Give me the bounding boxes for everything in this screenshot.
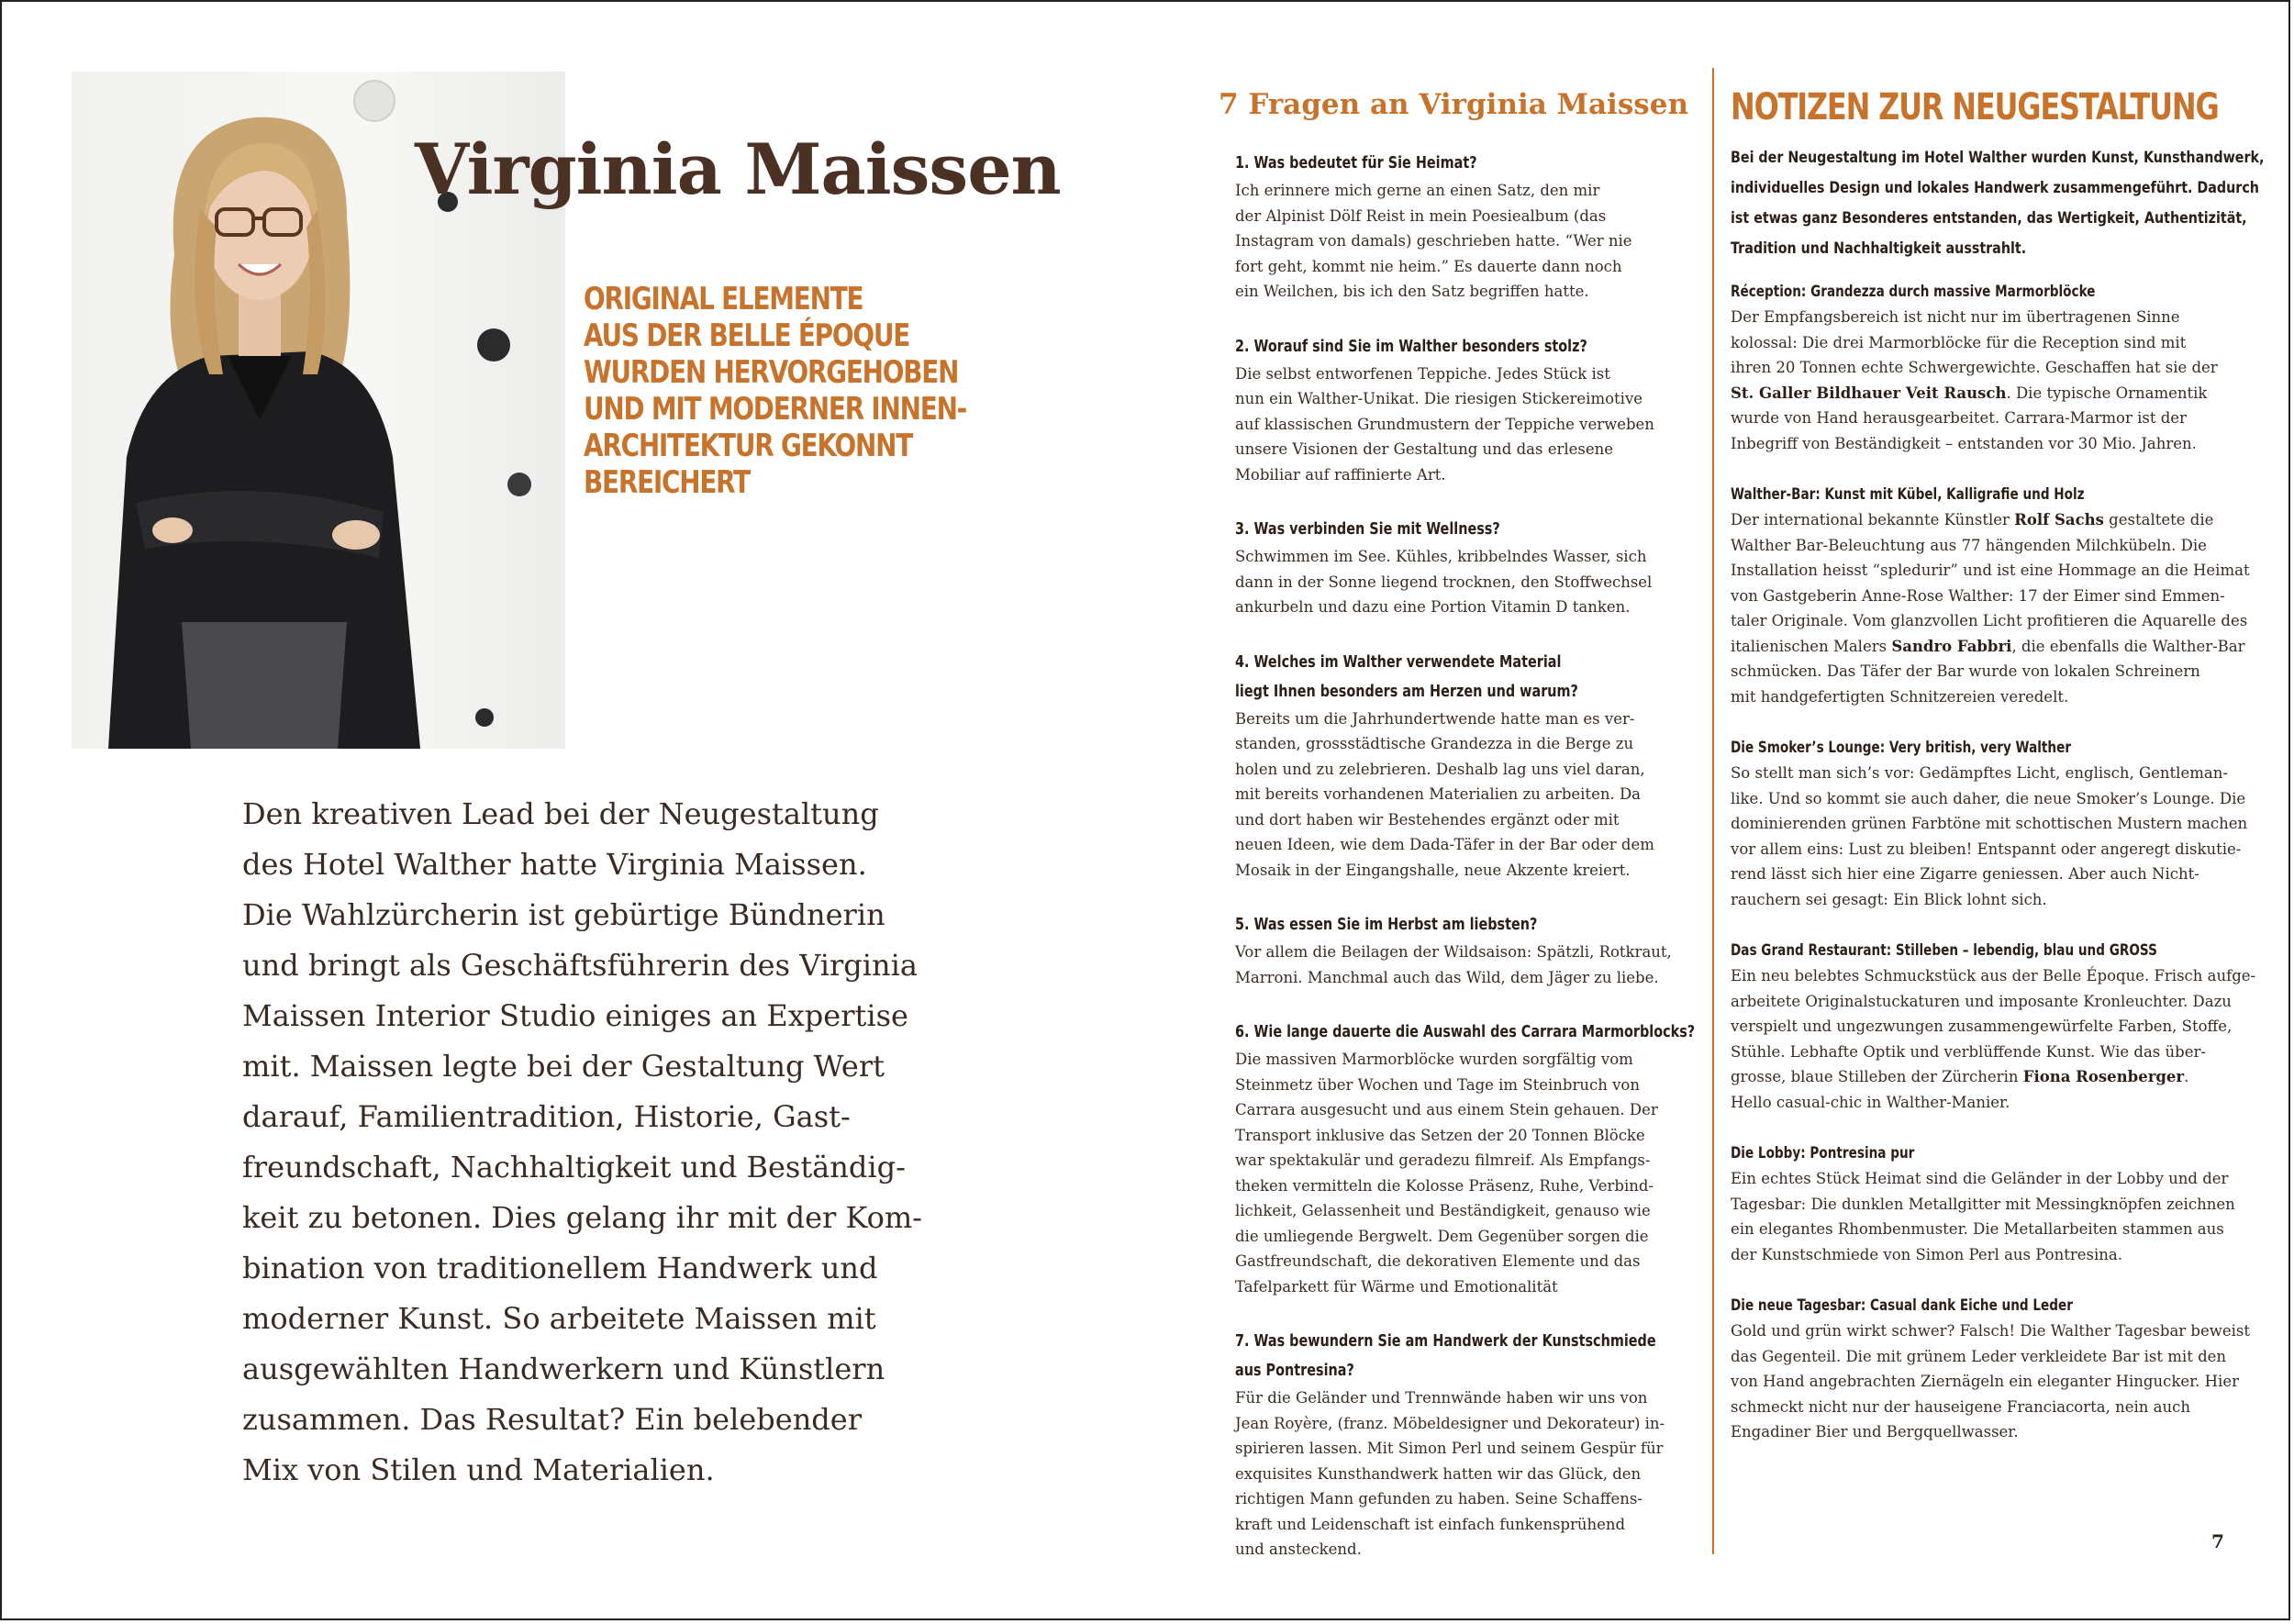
- lead-line: Den kreativen Lead bei der Neugestaltung: [242, 796, 879, 831]
- answer-line: lichkeit, Gelassenheit und Beständigkeit, genauso wie: [1235, 1202, 1651, 1219]
- note-line: taler Originale. Vom glanzvollen Licht profitieren die Aquarelle des: [1731, 612, 2248, 629]
- note-line: von Gastgeberin Anne-Rose Walther: 17 der Eimer sind Emmen-: [1731, 586, 2225, 605]
- note-line: ein elegantes Rhombenmuster. Die Metallarbeiten stammen aus: [1731, 1220, 2224, 1238]
- answer-line: neuen Ideen, wie dem Dada-Täfer in der Bar oder dem: [1235, 836, 1654, 853]
- answer-line: Bereits um die Jahrhundertwende hatte man es ver-: [1235, 709, 1635, 728]
- answer: [1235, 544, 1653, 620]
- answer: [1235, 940, 1672, 990]
- answer: [1235, 1047, 1658, 1299]
- note-line: verspielt und ungezwungen zusammengewürfelte Farben, Stoffe,: [1731, 1018, 2233, 1035]
- answer-line: Marroni. Manchmal auch das Wild, dem Jäger zu liebe.: [1235, 968, 1659, 986]
- qa-column: [1219, 88, 1696, 1590]
- note-line: Hello casual-chic in Walther-Manier.: [1731, 1093, 2010, 1111]
- answer-line: die umliegende Bergwelt. Dem Gegenüber sorgen die: [1235, 1227, 1649, 1245]
- answer-line: Jean Royère, (franz. Möbeldesigner und Dekorateur) in-: [1235, 1414, 1665, 1432]
- intro-line: individuelles Design und lokales Handwerk zusammengeführt. Dadurch: [1731, 179, 2259, 197]
- notes-heading: NOTIZEN ZUR NEUGESTALTUNG: [1731, 86, 2219, 128]
- pullquote-line: BEREICHERT: [584, 464, 750, 501]
- question-line: 7. Was bewundern Sie am Handwerk der Kunstschmiede: [1235, 1331, 1656, 1351]
- note-heading: Réception: Grandezza durch massive Marmorblöcke: [1731, 283, 2096, 301]
- note-line: wurde von Hand herausgearbeitet. Carrara-Marmor ist der: [1731, 409, 2187, 427]
- answer-line: ein Weilchen, bis ich den Satz begriffen hatte.: [1235, 283, 1589, 300]
- answer-line: Für die Geländer und Trennwände haben wir uns von: [1235, 1389, 1648, 1407]
- note-line: Ein neu belebtes Schmuckstück aus der Belle Époque. Frisch aufge-: [1731, 967, 2256, 984]
- answer-line: der Alpinist Dölf Reist in mein Poesiealbum (das: [1235, 206, 1607, 225]
- answer-line: Instagram von damals) geschrieben hatte. “Wer nie: [1235, 232, 1632, 250]
- note-line: Tagesbar: Die dunklen Metallgitter mit Messingknöpfen zeichnen: [1731, 1195, 2235, 1213]
- question: [1235, 515, 1650, 544]
- question-line: 2. Worauf sind Sie im Walther besonders stolz?: [1235, 336, 1587, 356]
- question-line: 3. Was verbinden Sie mit Wellness?: [1235, 519, 1500, 539]
- pullquote-line: UND MIT MODERNER INNEN-: [584, 391, 967, 428]
- note-line: Engadiner Bier und Bergquellwasser.: [1731, 1423, 2019, 1440]
- artist-name: Sandro Fabbri: [1891, 637, 2012, 655]
- lead-line: mit. Maissen legte bei der Gestaltung Wert: [242, 1049, 885, 1084]
- intro-line: Tradition und Nachhaltigkeit ausstrahlt.: [1731, 239, 2027, 258]
- lead-line: und bringt als Geschäftsführerin des Virginia: [242, 948, 918, 983]
- answer-line: exquisites Kunsthandwerk hatten wir das Glück, den: [1235, 1464, 1642, 1483]
- note-line: dominierenden grünen Farbtöne mit schottischen Mustern machen: [1731, 815, 2248, 832]
- notes-column: [1731, 86, 2265, 1471]
- answer-line: Mobiliar auf raffinierte Art.: [1235, 465, 1446, 484]
- question: [1235, 648, 1650, 706]
- note-line: like. Und so kommt sie auch daher, die neue Smoker’s Lounge. Die: [1731, 789, 2246, 807]
- answer-line: Mosaik in der Eingangshalle, neue Akzente kreiert.: [1235, 861, 1631, 879]
- lead-line: bination von traditionellem Handwerk und: [242, 1251, 878, 1285]
- note-line: grosse, blaue Stilleben der Zürcherin Fiona Rosenberger.: [1731, 1068, 2189, 1085]
- note-heading: Die Lobby: Pontresina pur: [1731, 1144, 1915, 1162]
- question: [1235, 1327, 1656, 1385]
- answer-line: auf klassischen Grundmustern der Teppiche verweben: [1235, 415, 1654, 433]
- note-line: rend lässt sich hier eine Zigarre geniessen. Aber auch Nicht-: [1731, 865, 2199, 883]
- answer-line: unsere Visionen der Gestaltung und das erlesene: [1235, 440, 1614, 458]
- note-line: Inbegriff von Beständigkeit – entstanden vor 30 Mio. Jahren.: [1731, 434, 2197, 452]
- answer-line: Gastfreundschaft, die dekorativen Elemente und das: [1235, 1252, 1641, 1270]
- answer: [1235, 1385, 1665, 1563]
- note-line: St. Galler Bildhauer Veit Rausch. Die typische Ornamentik: [1731, 384, 2208, 402]
- note-line: ihren 20 Tonnen echte Schwergewichte. Geschaffen hat sie der: [1731, 359, 2218, 376]
- note-heading: Das Grand Restaurant: Stilleben – lebendig, blau und GROSS: [1731, 941, 2157, 960]
- pullquote-line: ORIGINAL ELEMENTE: [584, 281, 863, 317]
- intro-line: Bei der Neugestaltung im Hotel Walther wurden Kunst, Kunsthandwerk,: [1731, 149, 2265, 167]
- answer-line: mit bereits vorhandenen Materialien zu arbeiten. Da: [1235, 785, 1642, 803]
- note-line: Stühle. Lebhafte Optik und verblüffende Kunst. Wie das über-: [1731, 1042, 2206, 1061]
- note-line: Der Empfangsbereich ist nicht nur im übertragenen Sinne: [1731, 308, 2180, 326]
- artist-name: Rolf Sachs: [2014, 511, 2104, 528]
- page-number: 7: [2211, 1530, 2224, 1552]
- note-line: schmeckt nicht nur der hauseigene Franciacorta, nein auch: [1731, 1397, 2190, 1416]
- pullquote-line: ARCHITEKTUR GEKONNT: [584, 428, 913, 464]
- note-line: das Gegenteil. Die mit grünem Leder verkleidete Bar ist mit den: [1731, 1347, 2227, 1365]
- note-body: [1731, 1318, 2251, 1445]
- artist-name: Fiona Rosenberger: [2022, 1068, 2185, 1085]
- note-line: vor allem eins: Lust zu bleiben! Entspannt oder angeregt diskutie-: [1731, 840, 2242, 858]
- pullquote-line: WURDEN HERVORGEHOBEN: [584, 354, 959, 391]
- answer-line: war spektakulär und geradezu filmreif. Als Empfangs-: [1235, 1151, 1651, 1169]
- note-line: mit handgefertigten Schnitzereien veredelt.: [1731, 687, 2069, 706]
- lead-line: freundschaft, Nachhaltigkeit und Beständig-: [242, 1150, 906, 1185]
- qa-items: [1219, 149, 1696, 1563]
- note-line: italienischen Malers Sandro Fabbri, die ebenfalls die Walther-Bar: [1731, 637, 2245, 655]
- note-line: arbeitete Originalstuckaturen und imposante Kronleuchter. Dazu: [1731, 992, 2232, 1010]
- note-line: der Kunstschmiede von Simon Perl aus Pontresina.: [1731, 1245, 2122, 1263]
- answer-line: richtigen Mann gefunden zu haben. Seine Schaffens-: [1235, 1490, 1643, 1507]
- answer-line: Die massiven Marmorblöcke wurden sorgfältig vom: [1235, 1051, 1633, 1068]
- lead-line: zusammen. Das Resultat? Ein belebender: [242, 1402, 863, 1437]
- answer-line: standen, grossstädtische Grandezza in die Berge zu: [1235, 735, 1634, 752]
- answer-line: Schwimmen im See. Kühles, kribbelndes Wasser, sich: [1235, 548, 1647, 565]
- question-line: 1. Was bedeutet für Sie Heimat?: [1235, 153, 1477, 172]
- note-line: kolossal: Die drei Marmorblöcke für die Reception sind mit: [1731, 333, 2187, 351]
- notes-intro: [1731, 143, 2265, 264]
- answer-line: ankurbeln und dazu eine Portion Vitamin D tanken.: [1235, 598, 1631, 616]
- answer-line: theken vermitteln die Kolosse Präsenz, Ruhe, Verbind-: [1235, 1176, 1654, 1195]
- lead-line: Maissen Interior Studio einiges an Expertise: [242, 998, 908, 1033]
- question-line: aus Pontresina?: [1235, 1361, 1354, 1380]
- question: [1235, 1018, 1696, 1047]
- note-body: [1731, 963, 2256, 1115]
- note-body: [1731, 305, 2226, 456]
- qa-heading: 7 Fragen an Virginia Maissen: [1219, 88, 1688, 121]
- answer-line: kraft und Leidenschaft ist einfach funkensprühend: [1235, 1515, 1626, 1533]
- pullquote-line: AUS DER BELLE ÉPOQUE: [584, 317, 910, 354]
- answer: [1235, 706, 1654, 884]
- answer-line: dann in der Sonne liegend trocknen, den Stoffwechsel: [1235, 573, 1653, 591]
- lead-line: ausgewählten Handwerkern und Künstlern: [242, 1351, 885, 1386]
- note-body: [1731, 507, 2250, 709]
- question: [1235, 332, 1650, 362]
- note-line: Gold und grün wirkt schwer? Falsch! Die Walther Tagesbar beweist: [1731, 1322, 2251, 1340]
- lead-line: keit zu betonen. Dies gelang ihr mit der Kom-: [242, 1200, 922, 1235]
- note-heading: Die neue Tagesbar: Casual dank Eiche und Leder: [1731, 1296, 2073, 1315]
- answer: [1235, 362, 1654, 488]
- answer-line: Ich erinnere mich gerne an einen Satz, den mir: [1235, 182, 1600, 199]
- lead-paragraph: [242, 789, 940, 1496]
- note-body: [1731, 1166, 2235, 1267]
- note-body: [1731, 761, 2248, 912]
- answer-line: und dort haben wir Bestehendes ergänzt oder mit: [1235, 810, 1620, 829]
- note-line: So stellt man sich’s vor: Gedämpftes Licht, englisch, Gentleman-: [1731, 764, 2228, 782]
- question: [1235, 910, 1650, 940]
- note-line: Installation heisst “spledurir” und ist eine Hommage an die Heimat: [1731, 562, 2250, 579]
- note-line: rauchern sei gesagt: Ein Blick lohnt sich.: [1731, 890, 2047, 908]
- answer-line: nun ein Walther-Unikat. Die riesigen Stickereimotive: [1235, 390, 1643, 407]
- answer-line: Carrara ausgesucht und aus einem Stein gehauen. Der: [1235, 1101, 1658, 1118]
- lead-line: Die Wahlzürcherin ist gebürtige Bündnerin: [242, 897, 885, 932]
- question-line: 5. Was essen Sie im Herbst am liebsten?: [1235, 915, 1538, 934]
- answer-line: holen und zu zelebrieren. Deshalb lag uns viel daran,: [1235, 760, 1645, 778]
- answer: [1235, 178, 1650, 305]
- answer-line: Steinmetz über Wochen und Tage im Steinbruch von: [1235, 1075, 1640, 1094]
- lead-line: darauf, Familientradition, Historie, Gast-: [242, 1099, 851, 1134]
- question: [1235, 149, 1650, 178]
- note-line: Ein echtes Stück Heimat sind die Geländer in der Lobby und der: [1731, 1170, 2229, 1187]
- question-line: 4. Welches im Walther verwendete Material: [1235, 651, 1562, 672]
- note-line: Der international bekannte Künstler Rolf Sachs gestaltete die: [1731, 511, 2214, 528]
- note-heading: Walther-Bar: Kunst mit Kübel, Kalligrafie und Holz: [1731, 485, 2085, 504]
- artist-name: St. Galler Bildhauer Veit Rausch: [1731, 384, 2007, 402]
- note-line: Walther Bar-Beleuchtung aus 77 hängenden Milchkübeln. Die: [1731, 536, 2207, 554]
- note-line: von Hand angebrachten Ziernägeln ein eleganter Hingucker. Hier: [1731, 1373, 2239, 1390]
- page-title: Virginia Maissen: [415, 128, 1061, 210]
- answer-line: Die selbst entworfenen Teppiche. Jedes Stück ist: [1235, 364, 1610, 383]
- intro-line: ist etwas ganz Besonderes entstanden, das Wertigkeit, Authentizität,: [1731, 209, 2247, 228]
- answer-line: spirieren lassen. Mit Simon Perl und seinem Gespür für: [1235, 1440, 1664, 1457]
- answer-line: Vor allem die Beilagen der Wildsaison: Spätzli, Rotkraut,: [1235, 943, 1672, 961]
- lead-line: moderner Kunst. So arbeitete Maissen mit: [242, 1301, 876, 1336]
- pullquote: [584, 281, 967, 501]
- note-line: schmücken. Das Täfer der Bar wurde von lokalen Schreinern: [1731, 662, 2200, 680]
- lead-line: des Hotel Walther hatte Virginia Maissen.: [242, 847, 867, 882]
- column-divider: [1712, 68, 1714, 1554]
- answer-line: und ansteckend.: [1235, 1541, 1362, 1558]
- answer-line: fort geht, kommt nie heim.” Es dauerte dann noch: [1235, 257, 1622, 275]
- lead-line: Mix von Stilen und Materialien.: [242, 1452, 715, 1487]
- answer-line: Transport inklusive das Setzen der 20 Tonnen Blöcke: [1235, 1126, 1645, 1144]
- question-line: liegt Ihnen besonders am Herzen und warum?: [1235, 681, 1578, 701]
- note-heading: Die Smoker’s Lounge: Very british, very Walther: [1731, 739, 2072, 757]
- question-line: 6. Wie lange dauerte die Auswahl des Carrara Marmorblocks?: [1235, 1022, 1696, 1041]
- answer-line: Tafelparkett für Wärme und Emotionalität: [1235, 1277, 1558, 1296]
